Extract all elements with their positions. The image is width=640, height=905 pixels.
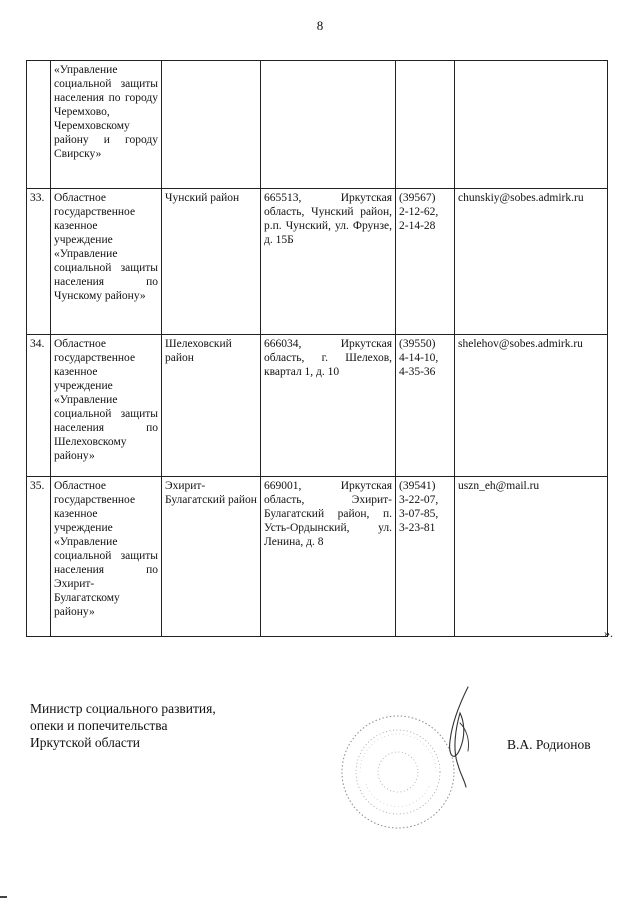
email: uszn_eh@mail.ru (455, 477, 608, 637)
institution-name: Областное государственное казенное учреждение «Управление социальной защиты населения по Эхирит-Булагатскому району» (51, 477, 162, 637)
signer-title: Министр социального развития, опеки и попечительства Иркутской области (30, 701, 216, 750)
address: 666034, Иркутская область, г. Шелехов, квартал 1, д. 10 (261, 335, 396, 477)
email (455, 61, 608, 189)
table-row (27, 61, 608, 189)
email: chunskiy@sobes.admirk.ru (455, 189, 608, 335)
scan-edge-mark (0, 896, 7, 898)
closing-quote: ». (604, 626, 613, 640)
table-row (27, 189, 608, 335)
district: Чунский район (162, 189, 261, 335)
row-number: 35. (27, 477, 51, 637)
district (162, 61, 261, 189)
district: Эхирит-Булагатский район (162, 477, 261, 637)
phone (396, 61, 455, 189)
phone: (39550) 4-14-10, 4-35-36 (396, 335, 455, 477)
row-number: 33. (27, 189, 51, 335)
phone: (39541) 3-22-07, 3-07-85, 3-23-81 (396, 477, 455, 637)
handwritten-signature (430, 683, 490, 793)
row-number (27, 61, 51, 189)
institution-name: Областное государственное казенное учреждение «Управление социальной защиты населения по Чунскому району» (51, 189, 162, 335)
page-number: 8 (316, 18, 324, 33)
table-row (27, 335, 608, 477)
table-row (27, 477, 608, 637)
address: 669001, Иркутская область, Эхирит-Булагатский район, п. Усть-Ордынский, ул. Ленина, д. 8 (261, 477, 396, 637)
email: shelehov@sobes.admirk.ru (455, 335, 608, 477)
institution-name: «Управление социальной защиты населения по городу Черемхово, Черемховскому району и городу Свирску» (51, 61, 162, 189)
phone: (39567) 2-12-62, 2-14-28 (396, 189, 455, 335)
row-number: 34. (27, 335, 51, 477)
institutions-table (26, 60, 608, 637)
district: Шелеховский район (162, 335, 261, 477)
signer-name: В.А. Родионов (507, 737, 591, 752)
institution-name: Областное государственное казенное учреждение «Управление социальной защиты населения по Шелеховскому району» (51, 335, 162, 477)
address: 665513, Иркутская область, Чунский район, р.п. Чунский, ул. Фрунзе, д. 15Б (261, 189, 396, 335)
address (261, 61, 396, 189)
